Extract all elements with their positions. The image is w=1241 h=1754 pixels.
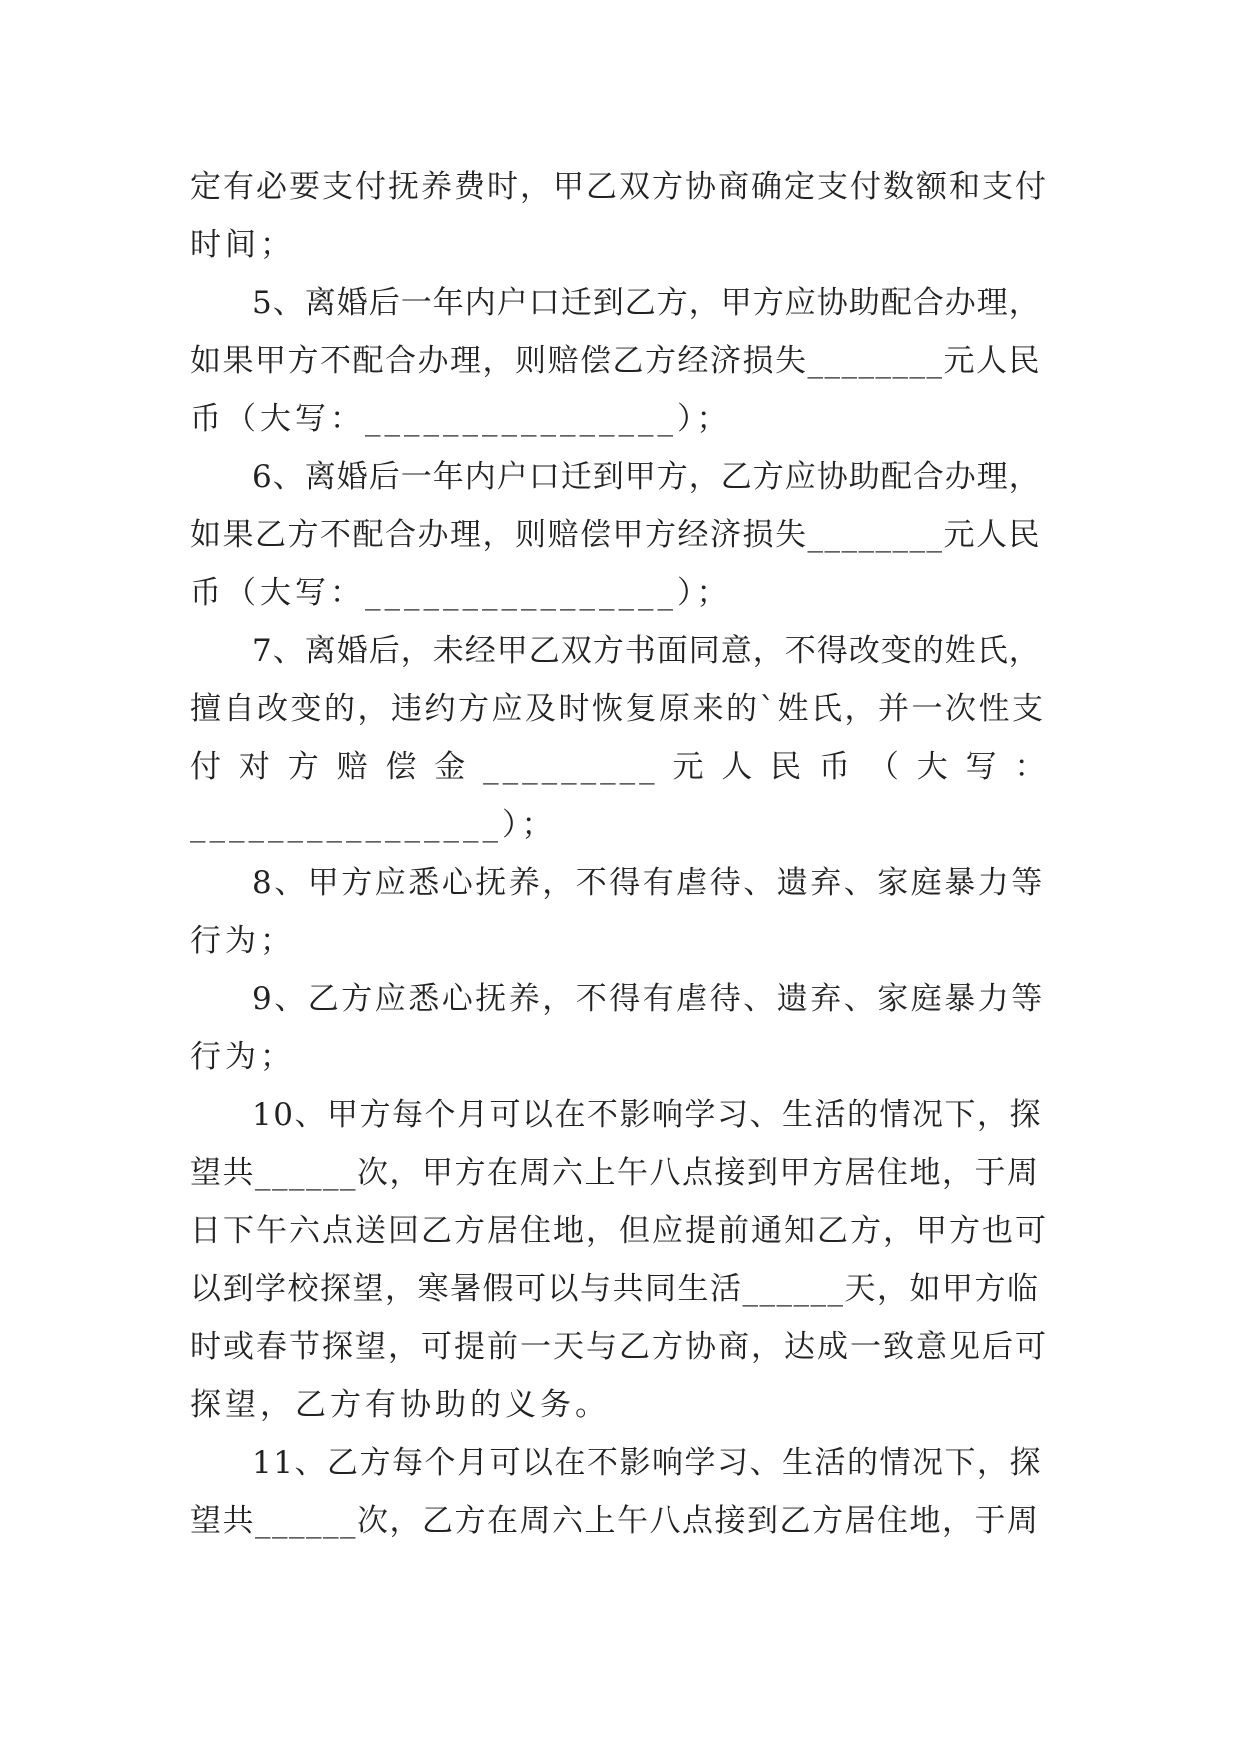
text-line-5: 币（大写：________________）； <box>190 401 732 437</box>
text-line-11: 付 对 方 赔 偿 金 _________ 元 人 民 币 （ 大 写 ： <box>190 749 1050 785</box>
text-line-21: 时或春节探望，可提前一天与乙方协商，达成一致意见后可 <box>190 1329 1048 1365</box>
text-line-1: 定有必要支付抚养费时，甲乙双方协商确定支付数额和支付 <box>190 169 1048 205</box>
text-line-24: 望共______次，乙方在周六上午八点接到乙方居住地，于周 <box>190 1503 1040 1539</box>
text-line-10: 擅自改变的，违约方应及时恢复原来的`姓氏，并一次性支 <box>190 691 1046 727</box>
text-line-14: 行为； <box>190 923 295 959</box>
text-line-13: 8、甲方应悉心抚养，不得有虐待、遗弃、家庭暴力等 <box>252 865 1045 901</box>
text-line-8: 币（大写：________________）； <box>190 575 732 611</box>
text-line-18: 望共______次，甲方在周六上午八点接到甲方居住地，于周 <box>190 1155 1040 1191</box>
text-line-9: 7、离婚后，未经甲乙双方书面同意，不得改变的姓氏， <box>252 633 1041 669</box>
text-line-15: 9、乙方应悉心抚养，不得有虐待、遗弃、家庭暴力等 <box>252 981 1045 1017</box>
text-line-2: 时间； <box>190 227 295 263</box>
text-line-23: 11、乙方每个月可以在不影响学习、生活的情况下，探 <box>252 1445 1042 1481</box>
text-line-17: 10、甲方每个月可以在不影响学习、生活的情况下，探 <box>252 1097 1042 1133</box>
text-line-3: 5、离婚后一年内户口迁到乙方，甲方应协助配合办理， <box>252 285 1041 321</box>
text-line-7: 如果乙方不配合办理，则赔偿甲方经济损失________元人民 <box>190 517 1041 553</box>
text-line-12: ________________）； <box>190 807 557 843</box>
text-line-20: 以到学校探望，寒暑假可以与共同生活______天，如甲方临 <box>190 1271 1040 1307</box>
text-line-19: 日下午六点送回乙方居住地，但应提前通知乙方，甲方也可 <box>190 1213 1048 1249</box>
text-line-22: 探望，乙方有协助的义务。 <box>190 1387 610 1423</box>
text-line-6: 6、离婚后一年内户口迁到甲方，乙方应协助配合办理， <box>252 459 1041 495</box>
text-line-16: 行为； <box>190 1039 295 1075</box>
text-line-4: 如果甲方不配合办理，则赔偿乙方经济损失________元人民 <box>190 343 1041 379</box>
